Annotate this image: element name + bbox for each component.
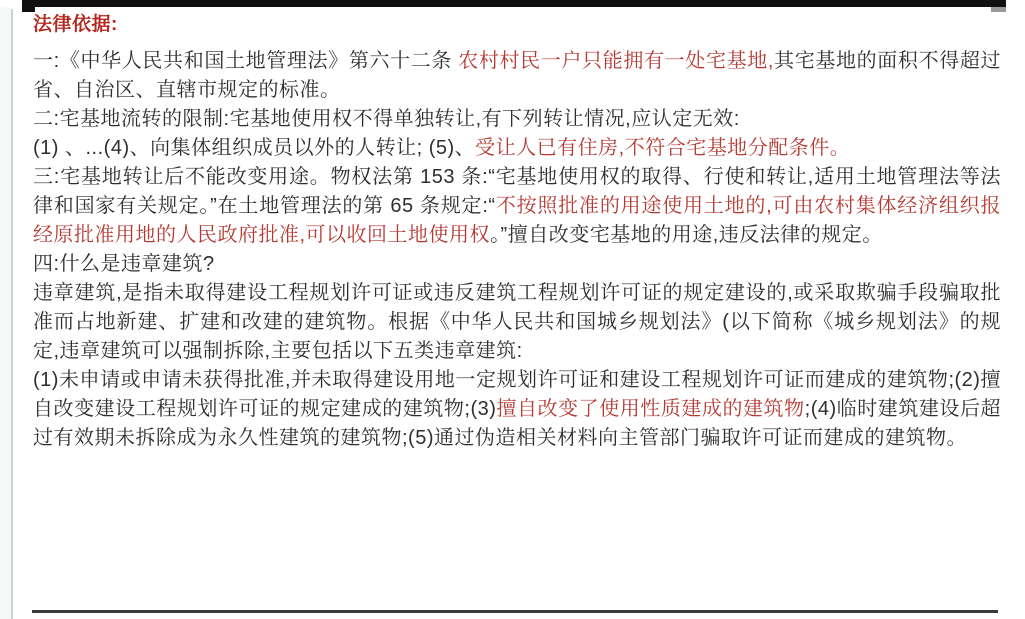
text-segment: ;(4)临时建筑建设后超过有效期未拆除成为永久性建筑的建筑物;(5)通过伪造相关材料向主管部门骗取许可证而建成的建筑物。 — [33, 398, 1002, 449]
text-segment: 一:《中华人民共和国土地管理法》第六十二条 — [33, 50, 459, 72]
page-edge-line — [11, 9, 13, 619]
highlight-red-segment: 农村村民一户只能拥有一处宅基地, — [458, 50, 774, 72]
text-segment: 其宅基地的面积不得超过省、自治区、直辖市规定的标准。 — [33, 50, 1001, 101]
text-segment: 四:什么是违章建筑? — [33, 253, 215, 275]
section-title: 法律依据: — [33, 14, 118, 35]
highlight-red-segment: 不按照批准的用途使用土地的,可由农村集体经济组织报经原批准用地的人民政府批准,可以收回土地使用权 — [33, 195, 1001, 246]
paragraph-transfer-restrictions — [33, 105, 1001, 163]
text-segment: 三:宅基地转让后不能改变用途。物权法第 153 条:“宅基地使用权的取得、行使和转让,适用土地管理法等法律和国家有关规定。”在土地管理法的第 65 条规定:“ — [33, 166, 1001, 217]
text-segment: (1) 、...(4)、向集体组织成员以外的人转让; (5)、 — [33, 137, 476, 159]
text-segment: 违章建筑,是指未取得建设工程规划许可证或违反建筑工程规划许可证的规定建设的,或采取欺骗手段骗取批准而占地新建、扩建和改建的建筑物。根据《中华人民共和国城乡规划法》(以下简称《城乡规划法》的规定,违章建筑可以强制拆除,主要包括以下五类违章建筑: — [33, 282, 1001, 362]
paragraph-usage-change — [33, 163, 1001, 250]
highlight-red-segment: 受让人已有住房,不符合宅基地分配条件。 — [475, 137, 851, 159]
top-edge-bar — [22, 0, 1006, 7]
paragraph-illegal-buildings — [33, 250, 1001, 453]
text-segment: (1)未申请或申请未获得批准,并未取得建设用地一定规划许可证和建设工程规划许可证而建成的建筑物;(2)擅自改变建设工程规划许可证的规定建成的建筑物;(3) — [33, 369, 1001, 420]
paragraph-law-article-62 — [33, 47, 1001, 105]
highlight-red-segment: 擅自改变了使用性质建成的建筑物 — [496, 398, 805, 420]
page-left-gutter — [0, 7, 11, 619]
text-segment: 二:宅基地流转的限制:宅基地使用权不得单独转让,有下列转让情况,应认定无效: — [33, 108, 740, 130]
document-page — [33, 10, 1001, 453]
bottom-rule — [32, 610, 998, 613]
text-segment: 。”擅自改变宅基地的用途,违反法律的规定。 — [490, 224, 883, 246]
